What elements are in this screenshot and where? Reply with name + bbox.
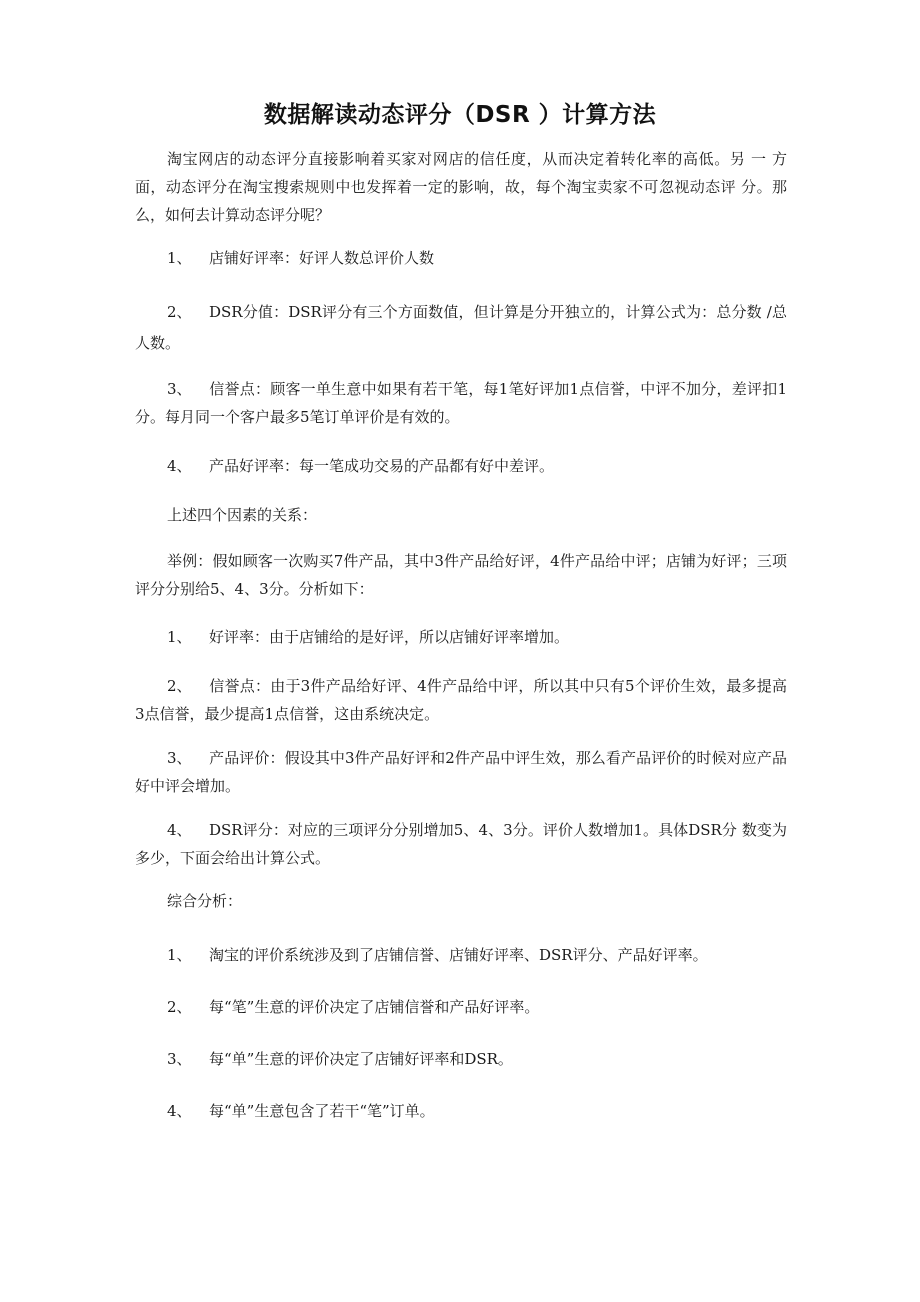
summary-item [167,1045,513,1073]
analysis-number: 2、 [167,677,192,695]
summary-text: 每“笔”生意的评价决定了店铺信誉和产品好评率。 [209,998,540,1016]
summary-item [167,941,708,969]
summary-number: 3、 [167,1050,192,1068]
analysis-item [135,816,787,872]
analysis-item [135,623,787,651]
document-title: 数据解读动态评分（DSR ）计算方法 [263,102,657,128]
analysis-number: 1、 [167,628,192,646]
factor-text: 信誉点：顾客一单生意中如果有若干笔，每1笔好评加1点信誉，中评不加分，差评扣1分。每月同一个客户最多5笔订单评价是有效的。 [135,380,787,426]
analysis-text: 信誉点：由于3件产品给好评、4件产品给中评，所以其中只有5个评价生效，最多提高3点信誉，最少提高1点信誉，这由系统决定。 [135,677,787,723]
summary-text: 每“单”生意包含了若干“笔”订单。 [209,1102,435,1120]
summary-number: 4、 [167,1102,192,1120]
analysis-number: 3、 [167,749,192,767]
analysis-text: DSR评分：对应的三项评分分别增加5、4、3分。评价人数增加1。具体DSR分 数变为多少，下面会给出计算公式。 [135,821,787,867]
analysis-item [135,672,787,728]
factor-text: 产品好评率：每一笔成功交易的产品都有好中差评。 [209,457,555,475]
summary-item [167,1097,435,1125]
factor-number: 2、 [167,303,192,321]
factor-item [135,452,787,480]
factor-item [135,375,787,431]
summary-heading: 综合分析： [167,892,243,910]
factor-text: DSR分值：DSR评分有三个方面数值，但计算是分开独立的，计算公式为：总分数 /总人数。 [135,303,787,352]
example-paragraph: 举例：假如顾客一次购买7件产品，其中3件产品给好评，4件产品给中评；店铺为好评；三项评分分别给5、4、3分。分析如下： [135,552,787,598]
factor-number: 4、 [167,457,192,475]
analysis-item [135,744,787,800]
factor-number: 3、 [167,380,192,398]
relation-heading: 上述四个因素的关系： [167,506,318,524]
summary-number: 1、 [167,946,192,964]
factor-text: 店铺好评率：好评人数总评价人数 [209,249,435,267]
factor-item [135,244,787,272]
analysis-text: 好评率：由于店铺给的是好评，所以店铺好评率增加。 [209,628,570,646]
summary-text: 淘宝的评价系统涉及到了店铺信誉、店铺好评率、DSR评分、产品好评率。 [209,946,708,964]
summary-item [167,993,539,1021]
summary-text: 每“单”生意的评价决定了店铺好评率和DSR。 [209,1050,513,1068]
analysis-number: 4、 [167,821,192,839]
summary-number: 2、 [167,998,192,1016]
factor-item [135,297,787,359]
factor-number: 1、 [167,249,192,267]
intro-paragraph: 淘宝网店的动态评分直接影响着买家对网店的信任度，从而决定着转化率的高低。另 一 方面，动态评分在淘宝搜索规则中也发挥着一定的影响，故，每个淘宝卖家不可忽视动态评 分。那么，如何去计算动态评分呢？ [135,150,787,224]
analysis-text: 产品评价：假设其中3件产品好评和2件产品中评生效，那么看产品评价的时候对应产品好中评会增加。 [135,749,787,795]
